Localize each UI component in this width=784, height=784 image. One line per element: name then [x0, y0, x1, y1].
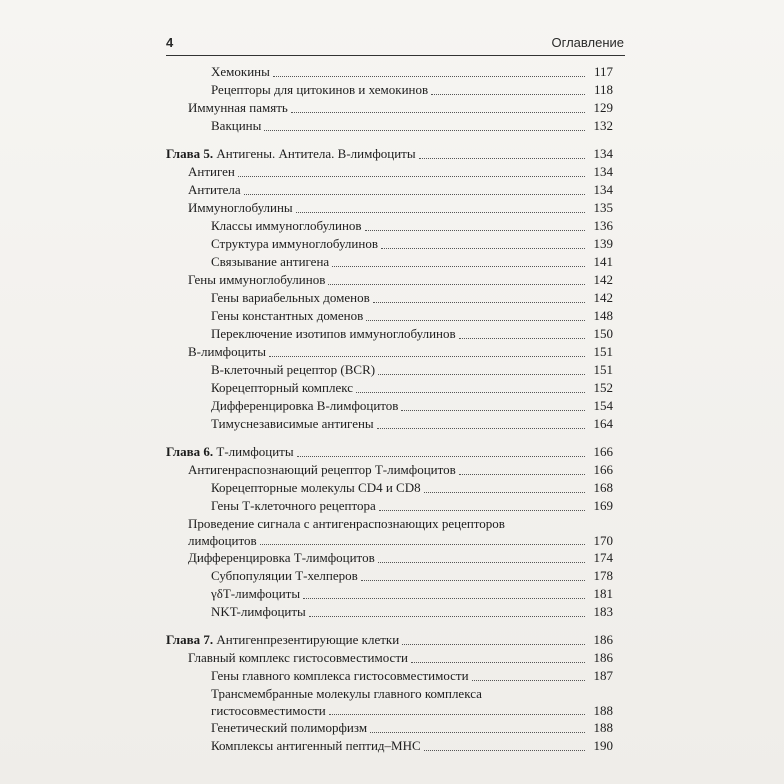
toc-entry[interactable]: Структура иммуноглобулинов 139 [211, 236, 613, 251]
toc-entry-line: гистосовместимости [211, 703, 326, 718]
toc-page-number: 166 [593, 462, 613, 477]
toc-page-number: 152 [593, 380, 613, 395]
chapter-title: Антигены. Антитела. В-лимфоциты [216, 146, 416, 161]
toc-entry[interactable]: Антитела 134 [188, 182, 613, 197]
leader-dots [365, 230, 585, 231]
toc-continued-section [166, 63, 613, 135]
page-number: 4 [166, 35, 174, 50]
leader-dots [332, 266, 585, 267]
leader-dots [238, 176, 585, 177]
toc-page-number: 170 [593, 533, 613, 548]
toc-page-number: 186 [593, 632, 613, 647]
toc-entry[interactable]: Рецепторы для цитокинов и хемокинов 118 [211, 82, 613, 97]
leader-dots [378, 374, 585, 375]
toc-page-number: 183 [593, 604, 613, 619]
toc-entry[interactable]: Иммуноглобулины 135 [188, 200, 613, 215]
leader-dots [370, 732, 585, 733]
toc-page-number: 164 [593, 416, 613, 431]
leader-dots [297, 456, 585, 457]
toc-chapter-7 [166, 631, 613, 755]
toc-page-number: 187 [593, 668, 613, 683]
toc-page-number: 186 [593, 650, 613, 665]
toc-page-number: 151 [593, 344, 613, 359]
leader-dots [459, 474, 585, 475]
leader-dots [269, 356, 585, 357]
leader-dots [402, 644, 585, 645]
leader-dots [431, 94, 585, 95]
toc-entry[interactable]: Генетический полиморфизм 188 [211, 720, 613, 735]
toc-entry[interactable]: Комплексы антигенный пептид–MHC 190 [211, 738, 613, 753]
leader-dots [379, 510, 585, 511]
leader-dots [381, 248, 585, 249]
toc-page-number: 178 [593, 568, 613, 583]
leader-dots [309, 616, 585, 617]
leader-dots [419, 158, 585, 159]
toc-entry[interactable]: Иммунная память 129 [188, 100, 613, 115]
toc-entry[interactable]: Гены константных доменов 148 [211, 308, 613, 323]
toc-page-number: 154 [593, 398, 613, 413]
toc-entry[interactable]: Субпопуляции Т-хелперов 178 [211, 568, 613, 583]
toc-entry[interactable]: Дифференцировка Т-лимфоцитов 174 [188, 550, 613, 565]
toc-page-number: 134 [593, 164, 613, 179]
leader-dots [260, 544, 585, 545]
toc-page-number: 166 [593, 444, 613, 459]
toc-chapter-5 [166, 145, 613, 433]
toc-entry[interactable]: Главный комплекс гистосовместимости 186 [188, 650, 613, 665]
toc-entry[interactable]: Гены иммуноглобулинов 142 [188, 272, 613, 287]
toc-page-number: 135 [593, 200, 613, 215]
leader-dots [303, 598, 585, 599]
toc-page-number: 118 [593, 82, 613, 97]
running-head: Оглавление [551, 35, 624, 50]
leader-dots [329, 714, 585, 715]
toc-chapter-6 [166, 443, 613, 621]
toc-page-number: 117 [593, 64, 613, 79]
page-header [166, 33, 624, 55]
toc-entry[interactable]: Гены вариабельных доменов 142 [211, 290, 613, 305]
toc-entry[interactable]: Дифференцировка В-лимфоцитов 154 [211, 398, 613, 413]
toc-page-number: 151 [593, 362, 613, 377]
toc-page-number: 169 [593, 498, 613, 513]
leader-dots [366, 320, 585, 321]
toc-entry[interactable]: Антиген 134 [188, 164, 613, 179]
leader-dots [296, 212, 585, 213]
toc-entry-line: Трансмембранные молекулы главного комплекса [211, 686, 482, 701]
chapter-title: Антигенпрезентирующие клетки [216, 632, 400, 647]
toc-page-number: 134 [593, 182, 613, 197]
toc-entry[interactable]: В-клеточный рецептор (BCR) 151 [211, 362, 613, 377]
toc-entry[interactable]: Вакцины 132 [211, 118, 613, 133]
toc-entry[interactable]: NKT-лимфоциты 183 [211, 604, 613, 619]
chapter-label: Глава 6. [166, 444, 214, 459]
toc-page-number: 139 [593, 236, 613, 251]
toc-page-number: 148 [593, 308, 613, 323]
leader-dots [459, 338, 585, 339]
toc-entry-multiline[interactable] [166, 515, 613, 549]
toc-page-number: 142 [593, 290, 613, 305]
chapter-title: Т-лимфоциты [216, 444, 294, 459]
leader-dots [273, 76, 585, 77]
toc-page-number: 132 [593, 118, 613, 133]
toc-page-number: 188 [593, 703, 613, 718]
leader-dots [328, 284, 585, 285]
leader-dots [264, 130, 585, 131]
toc-page-number: 190 [593, 738, 613, 753]
toc-chapter-heading[interactable] [166, 631, 613, 649]
toc-chapter-heading[interactable] [166, 443, 613, 461]
toc-page-number: 134 [593, 146, 613, 161]
toc-entry[interactable]: Гены главного комплекса гистосовместимости 187 [211, 668, 613, 683]
toc-entry[interactable]: Корецепторные молекулы CD4 и CD8 168 [211, 480, 613, 495]
leader-dots [472, 680, 585, 681]
leader-dots [244, 194, 585, 195]
leader-dots [361, 580, 585, 581]
toc-entry[interactable]: Хемокины 117 [211, 64, 613, 79]
toc-page-number: 174 [593, 550, 613, 565]
leader-dots [411, 662, 585, 663]
leader-dots [356, 392, 585, 393]
toc-page-number: 188 [593, 720, 613, 735]
toc-page-number: 141 [593, 254, 613, 269]
toc-entry-line: лимфоцитов [188, 533, 257, 548]
leader-dots [401, 410, 585, 411]
toc-entry[interactable]: Корецепторный комплекс 152 [211, 380, 613, 395]
table-of-contents [166, 63, 613, 765]
leader-dots [373, 302, 585, 303]
toc-entry[interactable]: В-лимфоциты 151 [188, 344, 613, 359]
toc-entry[interactable]: Переключение изотипов иммуноглобулинов 150 [211, 326, 613, 341]
toc-page-number: 136 [593, 218, 613, 233]
toc-entry[interactable]: γδТ-лимфоциты 181 [211, 586, 613, 601]
toc-page-number: 181 [593, 586, 613, 601]
toc-entry[interactable]: Антигенраспознающий рецептор Т-лимфоцитов 166 [188, 462, 613, 477]
toc-entry-multiline[interactable] [166, 685, 613, 719]
chapter-label: Глава 7. [166, 632, 214, 647]
toc-page-number: 150 [593, 326, 613, 341]
toc-page-number: 129 [593, 100, 613, 115]
toc-page-number: 142 [593, 272, 613, 287]
toc-entry-line: Проведение сигнала с антигенраспознающих рецепторов [188, 516, 505, 531]
leader-dots [291, 112, 585, 113]
toc-entry[interactable]: Классы иммуноглобулинов 136 [211, 218, 613, 233]
leader-dots [378, 562, 585, 563]
toc-entry[interactable]: Тимуснезависимые антигены 164 [211, 416, 613, 431]
leader-dots [377, 428, 585, 429]
leader-dots [424, 492, 585, 493]
toc-chapter-heading[interactable] [166, 145, 613, 163]
toc-entry[interactable]: Связывание антигена 141 [211, 254, 613, 269]
header-rule [166, 55, 625, 56]
leader-dots [424, 750, 585, 751]
toc-page-number: 168 [593, 480, 613, 495]
chapter-label: Глава 5. [166, 146, 214, 161]
toc-entry[interactable]: Гены Т-клеточного рецептора 169 [211, 498, 613, 513]
